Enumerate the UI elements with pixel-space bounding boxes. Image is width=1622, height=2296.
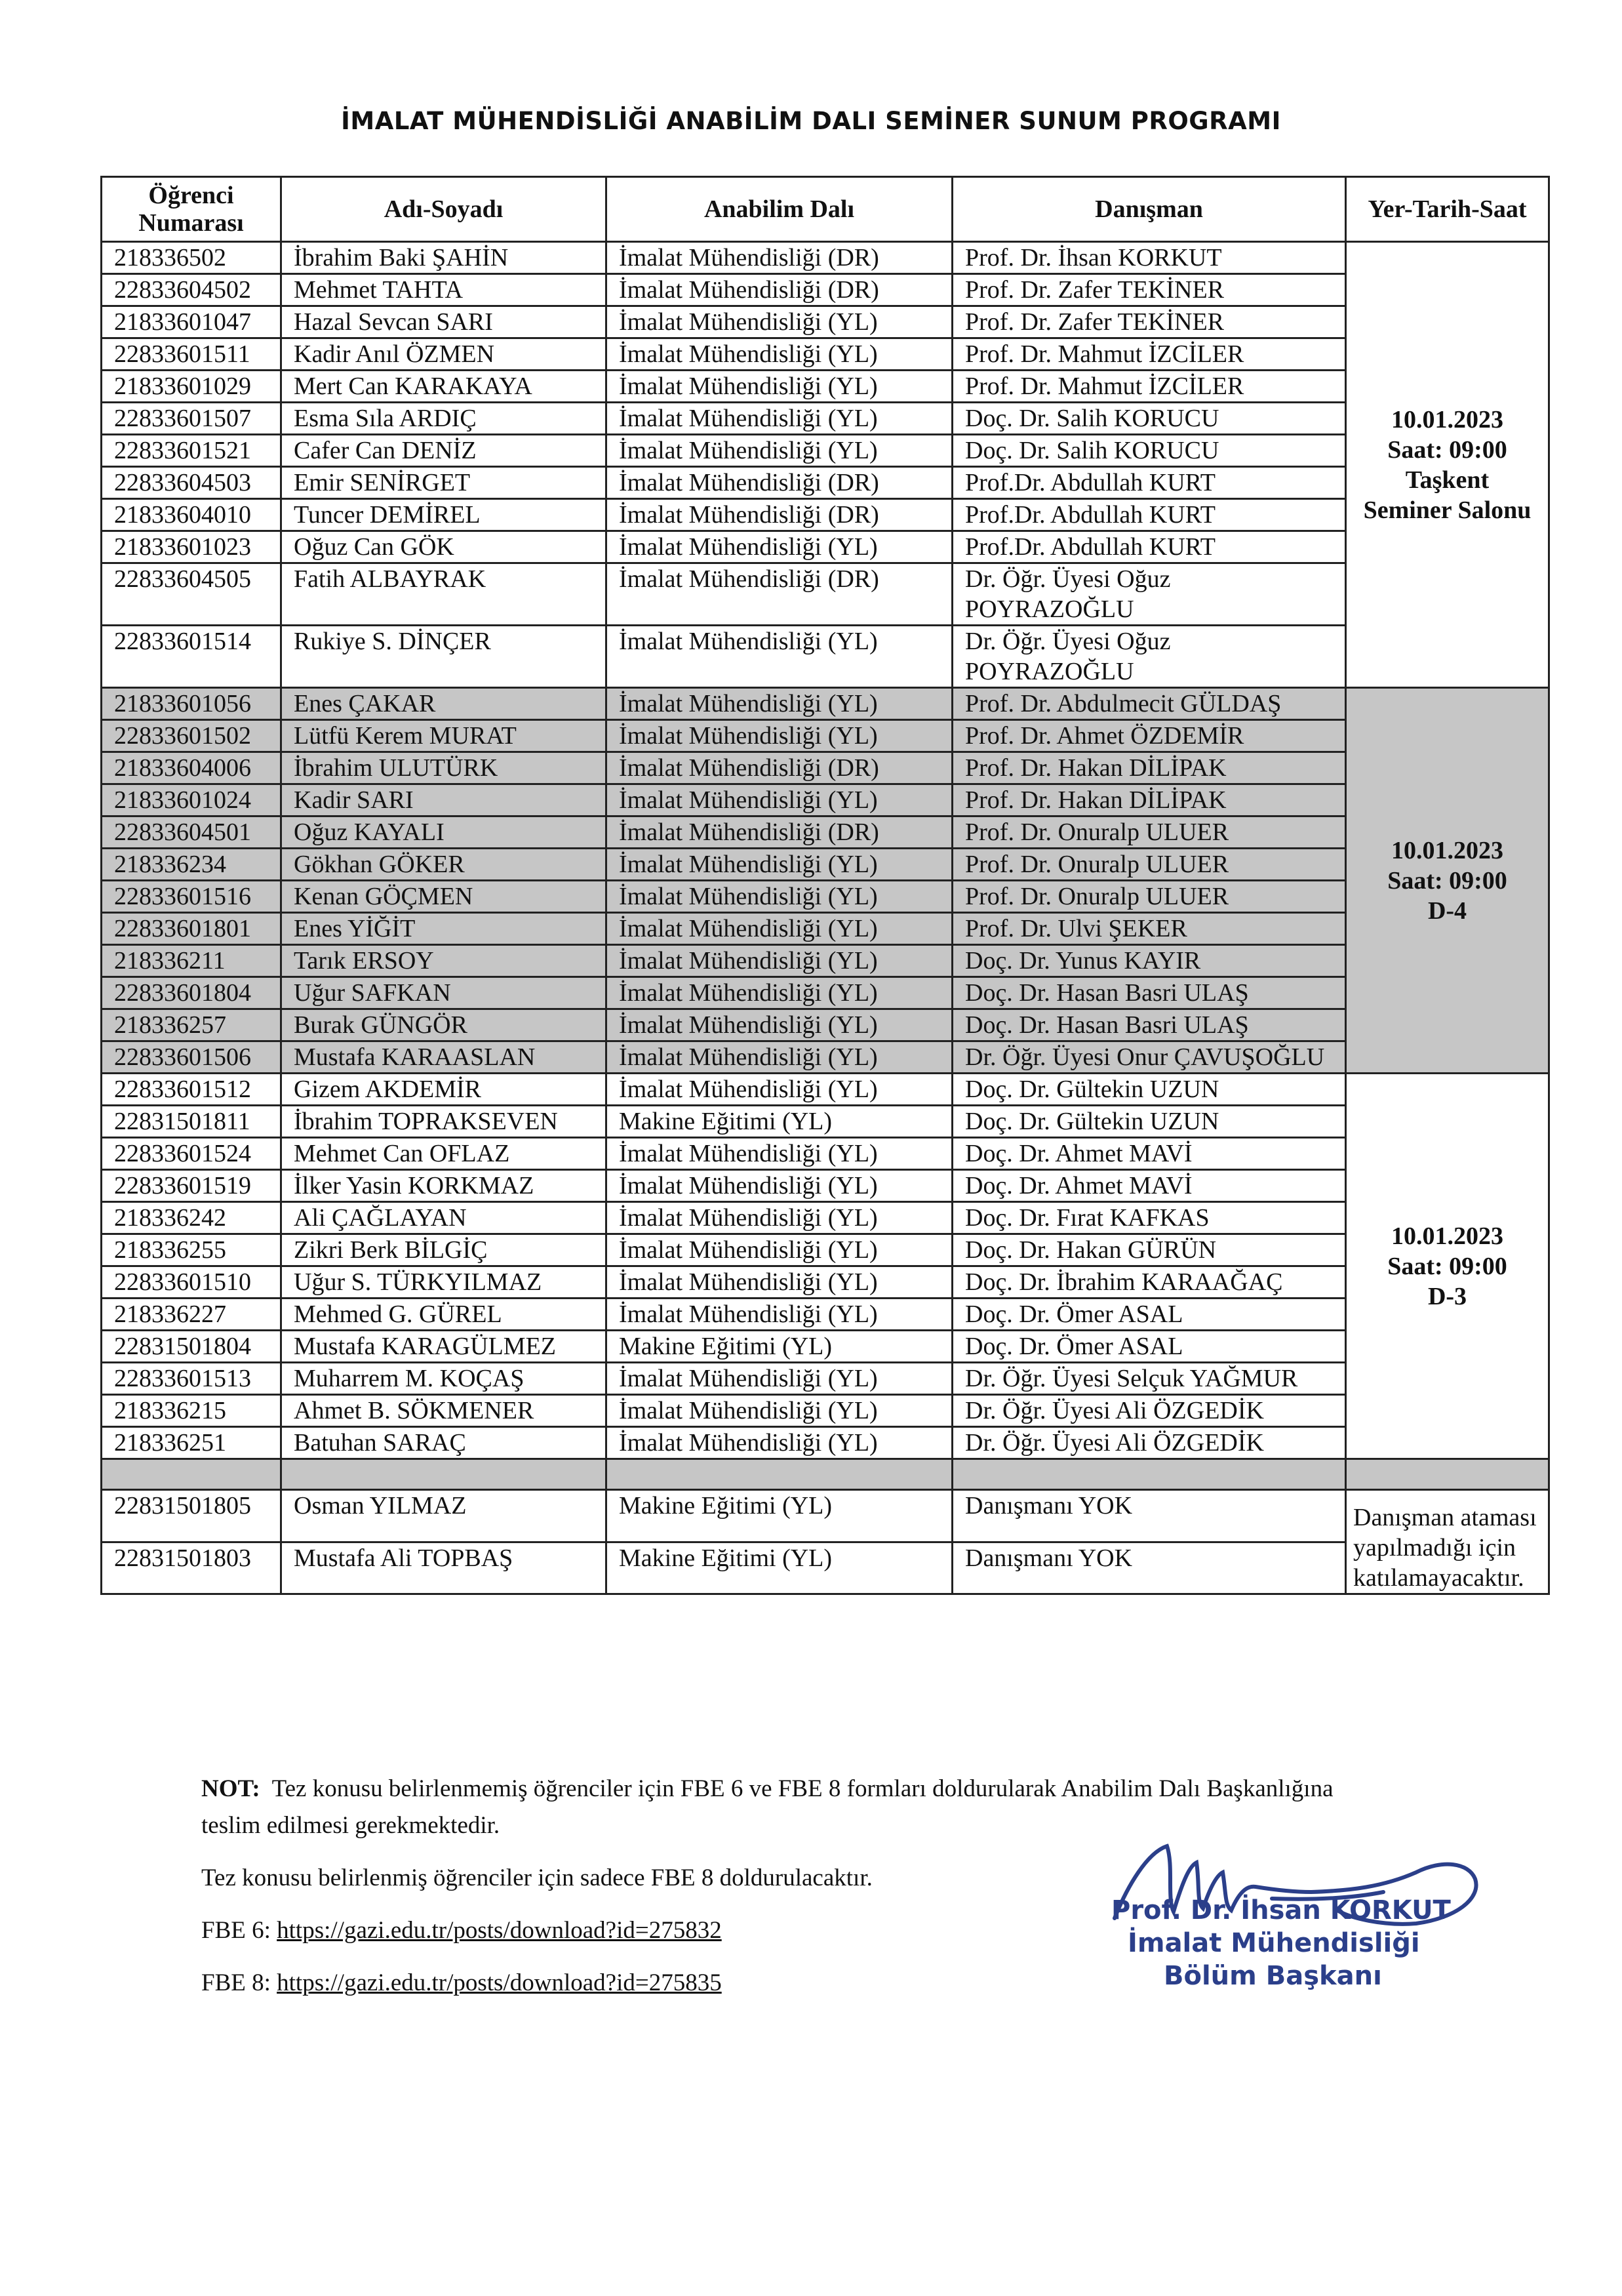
table-row — [102, 274, 1549, 306]
table-row — [102, 1106, 1549, 1138]
stamp-department: İmalat Mühendisliği — [1128, 1928, 1420, 1958]
table-row — [102, 816, 1549, 849]
advisor-cell: Doç. Dr. Gültekin UZUN — [953, 1106, 1346, 1138]
table-row — [102, 913, 1549, 945]
student-name-cell: Tarık ERSOY — [281, 945, 606, 977]
student-name-cell: Batuhan SARAÇ — [281, 1427, 606, 1459]
advisor-cell: Prof. Dr. Mahmut İZCİLER — [953, 371, 1346, 403]
stamp-name: Prof. Dr. İhsan KORKUT — [1111, 1895, 1451, 1925]
table-row — [102, 242, 1549, 274]
student-number-cell: 21833601029 — [102, 371, 281, 403]
student-number-cell: 21833604010 — [102, 499, 281, 531]
advisor-cell: Prof. Dr. Mahmut İZCİLER — [953, 338, 1346, 371]
student-name-cell: Gökhan GÖKER — [281, 849, 606, 881]
department-cell: İmalat Mühendisliği (YL) — [606, 688, 953, 720]
student-name-cell: İlker Yasin KORKMAZ — [281, 1170, 606, 1202]
student-number-cell: 218336215 — [102, 1395, 281, 1427]
student-name-cell: Uğur S. TÜRKYILMAZ — [281, 1266, 606, 1299]
department-cell: İmalat Mühendisliği (YL) — [606, 338, 953, 371]
student-number-cell: 22833601801 — [102, 913, 281, 945]
advisor-cell: Danışmanı YOK — [953, 1490, 1346, 1542]
table-row — [102, 1202, 1549, 1234]
fbe8-label: FBE 8: — [201, 1969, 271, 1996]
department-cell: Makine Eğitimi (YL) — [606, 1106, 953, 1138]
student-number-cell: 22833601506 — [102, 1041, 281, 1074]
student-number-cell: 22833601512 — [102, 1074, 281, 1106]
department-cell: İmalat Mühendisliği (YL) — [606, 371, 953, 403]
advisor-cell: Prof. Dr. Ahmet ÖZDEMİR — [953, 720, 1346, 752]
department-cell: İmalat Mühendisliği (YL) — [606, 1234, 953, 1266]
student-name-cell: Mehmet Can OFLAZ — [281, 1138, 606, 1170]
student-number-cell: 22833601516 — [102, 881, 281, 913]
student-number-cell: 22833604501 — [102, 816, 281, 849]
location-place1: Taşkent — [1405, 466, 1490, 494]
table-row — [102, 1170, 1549, 1202]
table-row — [102, 531, 1549, 563]
page-title: İMALAT MÜHENDİSLİĞİ ANABİLİM DALI SEMİNER SUNUM PROGRAMI — [341, 107, 1281, 135]
student-name-cell: Mustafa KARAGÜLMEZ — [281, 1331, 606, 1363]
note-text-1: Tez konusu belirlenmemiş öğrenciler için FBE 6 ve FBE 8 formları doldurularak Anabilim Dalı Başkanlığına teslim edilmesi gerekmektedir. — [201, 1775, 1334, 1839]
student-name-cell: Mehmet TAHTA — [281, 274, 606, 306]
department-cell: İmalat Mühendisliği (YL) — [606, 1427, 953, 1459]
location-place1: D-4 — [1427, 896, 1467, 925]
table-row — [102, 1009, 1549, 1041]
advisor-cell: Dr. Öğr. Üyesi Ali ÖZGEDİK — [953, 1395, 1346, 1427]
table-row — [102, 499, 1549, 531]
table-row — [102, 1138, 1549, 1170]
student-number-cell: 22831501803 — [102, 1542, 281, 1594]
advisor-cell: Dr. Öğr. Üyesi Oğuz POYRAZOĞLU — [953, 563, 1346, 626]
table-row — [102, 688, 1549, 720]
department-cell: Makine Eğitimi (YL) — [606, 1542, 953, 1594]
advisor-cell: Doç. Dr. Salih KORUCU — [953, 435, 1346, 467]
department-cell: İmalat Mühendisliği (DR) — [606, 467, 953, 499]
department-cell: İmalat Mühendisliği (DR) — [606, 499, 953, 531]
advisor-cell: Dr. Öğr. Üyesi Oğuz POYRAZOĞLU — [953, 626, 1346, 688]
advisor-cell: Prof. Dr. Zafer TEKİNER — [953, 274, 1346, 306]
department-cell: İmalat Mühendisliği (YL) — [606, 1299, 953, 1331]
advisor-cell: Doç. Dr. Ömer ASAL — [953, 1331, 1346, 1363]
stamp-role: Bölüm Başkanı — [1164, 1961, 1382, 1991]
student-name-cell: Zikri Berk BİLGİÇ — [281, 1234, 606, 1266]
advisor-cell: Prof. Dr. Onuralp ULUER — [953, 849, 1346, 881]
department-cell: İmalat Mühendisliği (YL) — [606, 626, 953, 688]
student-name-cell: Enes ÇAKAR — [281, 688, 606, 720]
table-row — [102, 1363, 1549, 1395]
student-name-cell: Mustafa KARAASLAN — [281, 1041, 606, 1074]
department-cell: İmalat Mühendisliği (YL) — [606, 849, 953, 881]
student-number-cell: 22833601502 — [102, 720, 281, 752]
student-name-cell: Kadir SARI — [281, 784, 606, 816]
student-number-cell: 22833601507 — [102, 403, 281, 435]
student-number-cell: 21833601024 — [102, 784, 281, 816]
location-time: Saat: 09:00 — [1387, 1252, 1507, 1280]
student-number-cell: 218336227 — [102, 1299, 281, 1331]
student-name-cell: Uğur SAFKAN — [281, 977, 606, 1009]
student-number-cell: 22831501805 — [102, 1490, 281, 1542]
department-cell: İmalat Mühendisliği (DR) — [606, 563, 953, 626]
advisor-cell: Prof. Dr. Onuralp ULUER — [953, 881, 1346, 913]
advisor-cell: Dr. Öğr. Üyesi Selçuk YAĞMUR — [953, 1363, 1346, 1395]
student-name-cell: Emir SENİRGET — [281, 467, 606, 499]
advisor-cell: Doç. Dr. Hakan GÜRÜN — [953, 1234, 1346, 1266]
student-name-cell: Ali ÇAĞLAYAN — [281, 1202, 606, 1234]
student-name-cell: Rukiye S. DİNÇER — [281, 626, 606, 688]
table-row — [102, 1266, 1549, 1299]
student-number-cell: 22833601511 — [102, 338, 281, 371]
student-number-cell: 21833601023 — [102, 531, 281, 563]
advisor-cell: Doç. Dr. Hasan Basri ULAŞ — [953, 977, 1346, 1009]
location-date: 10.01.2023 — [1391, 836, 1503, 864]
student-name-cell: Lütfü Kerem MURAT — [281, 720, 606, 752]
advisor-cell: Doç. Dr. Hasan Basri ULAŞ — [953, 1009, 1346, 1041]
table-row — [102, 435, 1549, 467]
department-cell: İmalat Mühendisliği (YL) — [606, 1009, 953, 1041]
student-number-cell: 218336242 — [102, 1202, 281, 1234]
department-cell: İmalat Mühendisliği (YL) — [606, 1041, 953, 1074]
advisor-cell: Prof. Dr. Onuralp ULUER — [953, 816, 1346, 849]
department-cell: İmalat Mühendisliği (YL) — [606, 977, 953, 1009]
header-advisor: Danışman — [953, 177, 1346, 242]
department-cell: İmalat Mühendisliği (YL) — [606, 913, 953, 945]
student-number-cell: 22833601804 — [102, 977, 281, 1009]
student-number-cell: 21833604006 — [102, 752, 281, 784]
table-row — [102, 1542, 1549, 1594]
table-row — [102, 881, 1549, 913]
note-paragraph-2: Tez konusu belirlenmiş öğrenciler için sadece FBE 8 doldurulacaktır. — [201, 1864, 873, 1891]
advisor-cell: Doç. Dr. Fırat KAFKAS — [953, 1202, 1346, 1234]
department-cell: İmalat Mühendisliği (DR) — [606, 752, 953, 784]
department-cell: Makine Eğitimi (YL) — [606, 1490, 953, 1542]
student-name-cell: İbrahim TOPRAKSEVEN — [281, 1106, 606, 1138]
location-place1: D-3 — [1427, 1282, 1467, 1310]
table-row — [102, 563, 1549, 626]
advisor-cell: Doç. Dr. Gültekin UZUN — [953, 1074, 1346, 1106]
separator-row — [102, 1459, 1549, 1490]
student-name-cell: Oğuz Can GÖK — [281, 531, 606, 563]
department-cell: İmalat Mühendisliği (YL) — [606, 1074, 953, 1106]
header-student-no: Öğrenci Numarası — [102, 177, 281, 242]
student-number-cell: 218336251 — [102, 1427, 281, 1459]
student-name-cell: Enes YİĞİT — [281, 913, 606, 945]
header-location: Yer-Tarih-Saat — [1346, 177, 1549, 242]
department-cell: İmalat Mühendisliği (YL) — [606, 306, 953, 338]
department-cell: İmalat Mühendisliği (YL) — [606, 1170, 953, 1202]
table-header-row — [102, 177, 1549, 242]
table-row — [102, 306, 1549, 338]
student-number-cell: 22833604502 — [102, 274, 281, 306]
advisor-cell: Dr. Öğr. Üyesi Onur ÇAVUŞOĞLU — [953, 1041, 1346, 1074]
table-row — [102, 1427, 1549, 1459]
advisor-cell: Prof. Dr. Hakan DİLİPAK — [953, 752, 1346, 784]
separator-cell — [102, 1459, 281, 1490]
student-name-cell: Muharrem M. KOÇAŞ — [281, 1363, 606, 1395]
student-number-cell: 22833601521 — [102, 435, 281, 467]
table-row — [102, 720, 1549, 752]
table-row — [102, 752, 1549, 784]
student-name-cell: Burak GÜNGÖR — [281, 1009, 606, 1041]
student-name-cell: Fatih ALBAYRAK — [281, 563, 606, 626]
department-cell: İmalat Mühendisliği (YL) — [606, 1266, 953, 1299]
table-row — [102, 371, 1549, 403]
location-time: Saat: 09:00 — [1387, 866, 1507, 895]
department-cell: Makine Eğitimi (YL) — [606, 1331, 953, 1363]
header-department: Anabilim Dalı — [606, 177, 953, 242]
header-name: Adı-Soyadı — [281, 177, 606, 242]
table-row — [102, 945, 1549, 977]
student-name-cell: Mustafa Ali TOPBAŞ — [281, 1542, 606, 1594]
advisor-cell: Danışmanı YOK — [953, 1542, 1346, 1594]
student-name-cell: Cafer Can DENİZ — [281, 435, 606, 467]
separator-cell — [281, 1459, 606, 1490]
location-date: 10.01.2023 — [1391, 1222, 1503, 1250]
location-cell — [1346, 688, 1549, 1074]
student-name-cell: Tuncer DEMİREL — [281, 499, 606, 531]
department-cell: İmalat Mühendisliği (YL) — [606, 435, 953, 467]
location-cell — [1346, 1074, 1549, 1459]
separator-cell — [606, 1459, 953, 1490]
note-label: NOT: — [201, 1775, 260, 1802]
location-place2: Seminer Salonu — [1363, 496, 1532, 524]
fbe6-link[interactable]: https://gazi.edu.tr/posts/download?id=275832 — [277, 1917, 722, 1944]
advisor-cell: Doç. Dr. Yunus KAYIR — [953, 945, 1346, 977]
student-name-cell: Esma Sıla ARDIÇ — [281, 403, 606, 435]
department-cell: İmalat Mühendisliği (YL) — [606, 531, 953, 563]
department-cell: İmalat Mühendisliği (DR) — [606, 816, 953, 849]
department-cell: İmalat Mühendisliği (YL) — [606, 1395, 953, 1427]
advisor-cell: Prof.Dr. Abdullah KURT — [953, 499, 1346, 531]
table-row — [102, 977, 1549, 1009]
advisor-cell: Prof.Dr. Abdullah KURT — [953, 467, 1346, 499]
location-cell — [1346, 242, 1549, 688]
advisor-cell: Doç. Dr. Ömer ASAL — [953, 1299, 1346, 1331]
student-name-cell: Kenan GÖÇMEN — [281, 881, 606, 913]
student-number-cell: 22833601510 — [102, 1266, 281, 1299]
table-row — [102, 784, 1549, 816]
table-row — [102, 467, 1549, 499]
fbe6-label: FBE 6: — [201, 1917, 271, 1944]
table-row — [102, 403, 1549, 435]
student-name-cell: Mehmed G. GÜREL — [281, 1299, 606, 1331]
location-note: Danışman ataması yapılmadığı için katılamayacaktır. — [1353, 1504, 1537, 1592]
student-name-cell: Oğuz KAYALI — [281, 816, 606, 849]
table-row — [102, 1041, 1549, 1074]
department-cell: İmalat Mühendisliği (YL) — [606, 720, 953, 752]
table-row — [102, 1074, 1549, 1106]
student-name-cell: Osman YILMAZ — [281, 1490, 606, 1542]
student-name-cell: Mert Can KARAKAYA — [281, 371, 606, 403]
advisor-cell: Prof. Dr. Hakan DİLİPAK — [953, 784, 1346, 816]
student-number-cell: 22833601514 — [102, 626, 281, 688]
student-number-cell: 22833601524 — [102, 1138, 281, 1170]
seminar-schedule-table — [100, 176, 1550, 1595]
student-number-cell: 22831501811 — [102, 1106, 281, 1138]
department-cell: İmalat Mühendisliği (YL) — [606, 881, 953, 913]
table-row — [102, 1234, 1549, 1266]
advisor-cell: Dr. Öğr. Üyesi Ali ÖZGEDİK — [953, 1427, 1346, 1459]
student-name-cell: Kadir Anıl ÖZMEN — [281, 338, 606, 371]
student-number-cell: 22833601519 — [102, 1170, 281, 1202]
fbe8-link[interactable]: https://gazi.edu.tr/posts/download?id=275835 — [277, 1969, 722, 1996]
student-name-cell: Ahmet B. SÖKMENER — [281, 1395, 606, 1427]
student-name-cell: İbrahim ULUTÜRK — [281, 752, 606, 784]
location-time: Saat: 09:00 — [1387, 435, 1507, 464]
department-cell: İmalat Mühendisliği (YL) — [606, 945, 953, 977]
department-cell: İmalat Mühendisliği (DR) — [606, 274, 953, 306]
table-row — [102, 849, 1549, 881]
student-number-cell: 22833604505 — [102, 563, 281, 626]
table-row — [102, 1331, 1549, 1363]
table-row — [102, 338, 1549, 371]
department-cell: İmalat Mühendisliği (YL) — [606, 1363, 953, 1395]
advisor-cell: Prof.Dr. Abdullah KURT — [953, 531, 1346, 563]
department-cell: İmalat Mühendisliği (DR) — [606, 242, 953, 274]
advisor-cell: Prof. Dr. Zafer TEKİNER — [953, 306, 1346, 338]
advisor-cell: Prof. Dr. Abdulmecit GÜLDAŞ — [953, 688, 1346, 720]
student-number-cell: 22833604503 — [102, 467, 281, 499]
location-cell — [1346, 1490, 1549, 1594]
table-row — [102, 1395, 1549, 1427]
advisor-cell: Doç. Dr. İbrahim KARAAĞAÇ — [953, 1266, 1346, 1299]
table-row — [102, 1299, 1549, 1331]
student-name-cell: Gizem AKDEMİR — [281, 1074, 606, 1106]
student-number-cell: 218336257 — [102, 1009, 281, 1041]
table-row — [102, 626, 1549, 688]
location-date: 10.01.2023 — [1391, 405, 1503, 433]
department-cell: İmalat Mühendisliği (YL) — [606, 403, 953, 435]
student-number-cell: 218336502 — [102, 242, 281, 274]
separator-cell — [953, 1459, 1346, 1490]
student-number-cell: 22831501804 — [102, 1331, 281, 1363]
student-number-cell: 21833601047 — [102, 306, 281, 338]
student-name-cell: İbrahim Baki ŞAHİN — [281, 242, 606, 274]
table-row — [102, 1490, 1549, 1542]
student-number-cell: 22833601513 — [102, 1363, 281, 1395]
department-cell: İmalat Mühendisliği (YL) — [606, 784, 953, 816]
separator-cell — [1346, 1459, 1549, 1490]
advisor-cell: Doç. Dr. Ahmet MAVİ — [953, 1138, 1346, 1170]
department-cell: İmalat Mühendisliği (YL) — [606, 1202, 953, 1234]
advisor-cell: Prof. Dr. Ulvi ŞEKER — [953, 913, 1346, 945]
student-number-cell: 21833601056 — [102, 688, 281, 720]
department-cell: İmalat Mühendisliği (YL) — [606, 1138, 953, 1170]
advisor-cell: Doç. Dr. Ahmet MAVİ — [953, 1170, 1346, 1202]
student-number-cell: 218336211 — [102, 945, 281, 977]
advisor-cell: Doç. Dr. Salih KORUCU — [953, 403, 1346, 435]
advisor-cell: Prof. Dr. İhsan KORKUT — [953, 242, 1346, 274]
student-name-cell: Hazal Sevcan SARI — [281, 306, 606, 338]
student-number-cell: 218336234 — [102, 849, 281, 881]
student-number-cell: 218336255 — [102, 1234, 281, 1266]
